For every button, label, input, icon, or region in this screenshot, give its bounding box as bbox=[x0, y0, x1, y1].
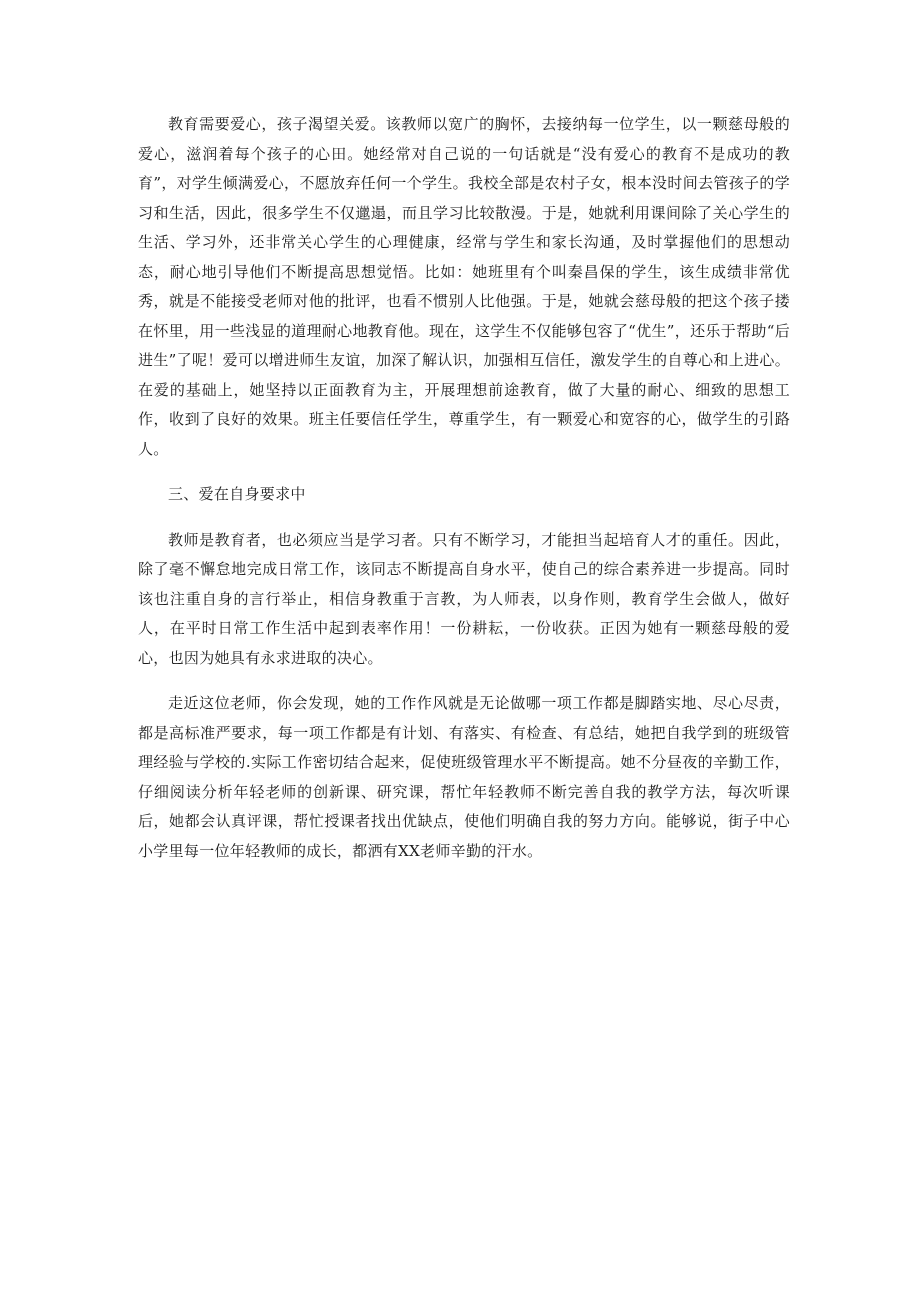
section-heading: 三、爱在自身要求中 bbox=[168, 485, 306, 503]
paragraph-love-education: 教育需要爱心，孩子渴望关爱。该教师以宽广的胸怀，去接纳每一位学生，以一颗慈母般的爱心，滋润着每个孩子的心田。她经常对自己说的一句话就是“没有爱心的教育不是成功的教育”，对学生倾满爱心，不愿放弃任何一个学生。我校全部是农村子女，根本没时间去管孩子的学习和生活，因此，很多学生不仅邋遢，而且学习比较散漫。于是，她就利用课间除了关心学生的生活、学习外，还非常关心学生的心理健康，经常与学生和家长沟通，及时掌握他们的思想动态，耐心地引导他们不断提高思想觉悟。比如：她班里有个叫秦昌保的学生，该生成绩非常优秀，就是不能接受老师对他的批评，也看不惯别人比他强。于是，她就会慈母般的把这个孩子搂在怀里，用一些浅显的道理耐心地教育他。现在，这学生不仅能够包容了“优生”，还乐于帮助“后进生”了呢！爱可以增进师生友谊，加深了解认识，加强相互信任，激发学生的自尊心和上进心。在爱的基础上，她坚持以正面教育为主，开展理想前途教育，做了大量的耐心、细致的思想工作，收到了良好的效果。班主任要信任学生，尊重学生，有一颗爱心和宽容的心，做学生的引路人。 bbox=[138, 115, 790, 458]
paragraph-work-style: 走近这位老师，你会发现，她的工作作风就是无论做哪一项工作都是脚踏实地、尽心尽责，都是高标准严要求，每一项工作都是有计划、有落实、有检查、有总结，她把自我学到的班级管理经验与学校的.实际工作密切结合起来，促使班级管理水平不断提高。她不分昼夜的辛勤工作，仔细阅读分析年轻老师的创新课、研究课，帮忙年轻教师不断完善自我的教学方法，每次听课后，她都会认真评课，帮忙授课者找出优缺点，使他们明确自我的努力方向。能够说，街子中心小学里每一位年轻教师的成长，都洒有XX老师辛勤的汗水。 bbox=[138, 694, 790, 860]
paragraph-self-requirement: 教师是教育者，也必须应当是学习者。只有不断学习，才能担当起培育人才的重任。因此，除了毫不懈怠地完成日常工作，该同志不断提高自身水平，使自己的综合素养进一步提高。同时该也注重自身的言行举止，相信身教重于言教，为人师表，以身作则，教育学生会做人，做好人，在平时日常工作生活中起到表率作用！一份耕耘，一份收获。正因为她有一颗慈母般的爱心，也因为她具有永求进取的决心。 bbox=[138, 530, 790, 667]
document-body bbox=[138, 110, 790, 882]
